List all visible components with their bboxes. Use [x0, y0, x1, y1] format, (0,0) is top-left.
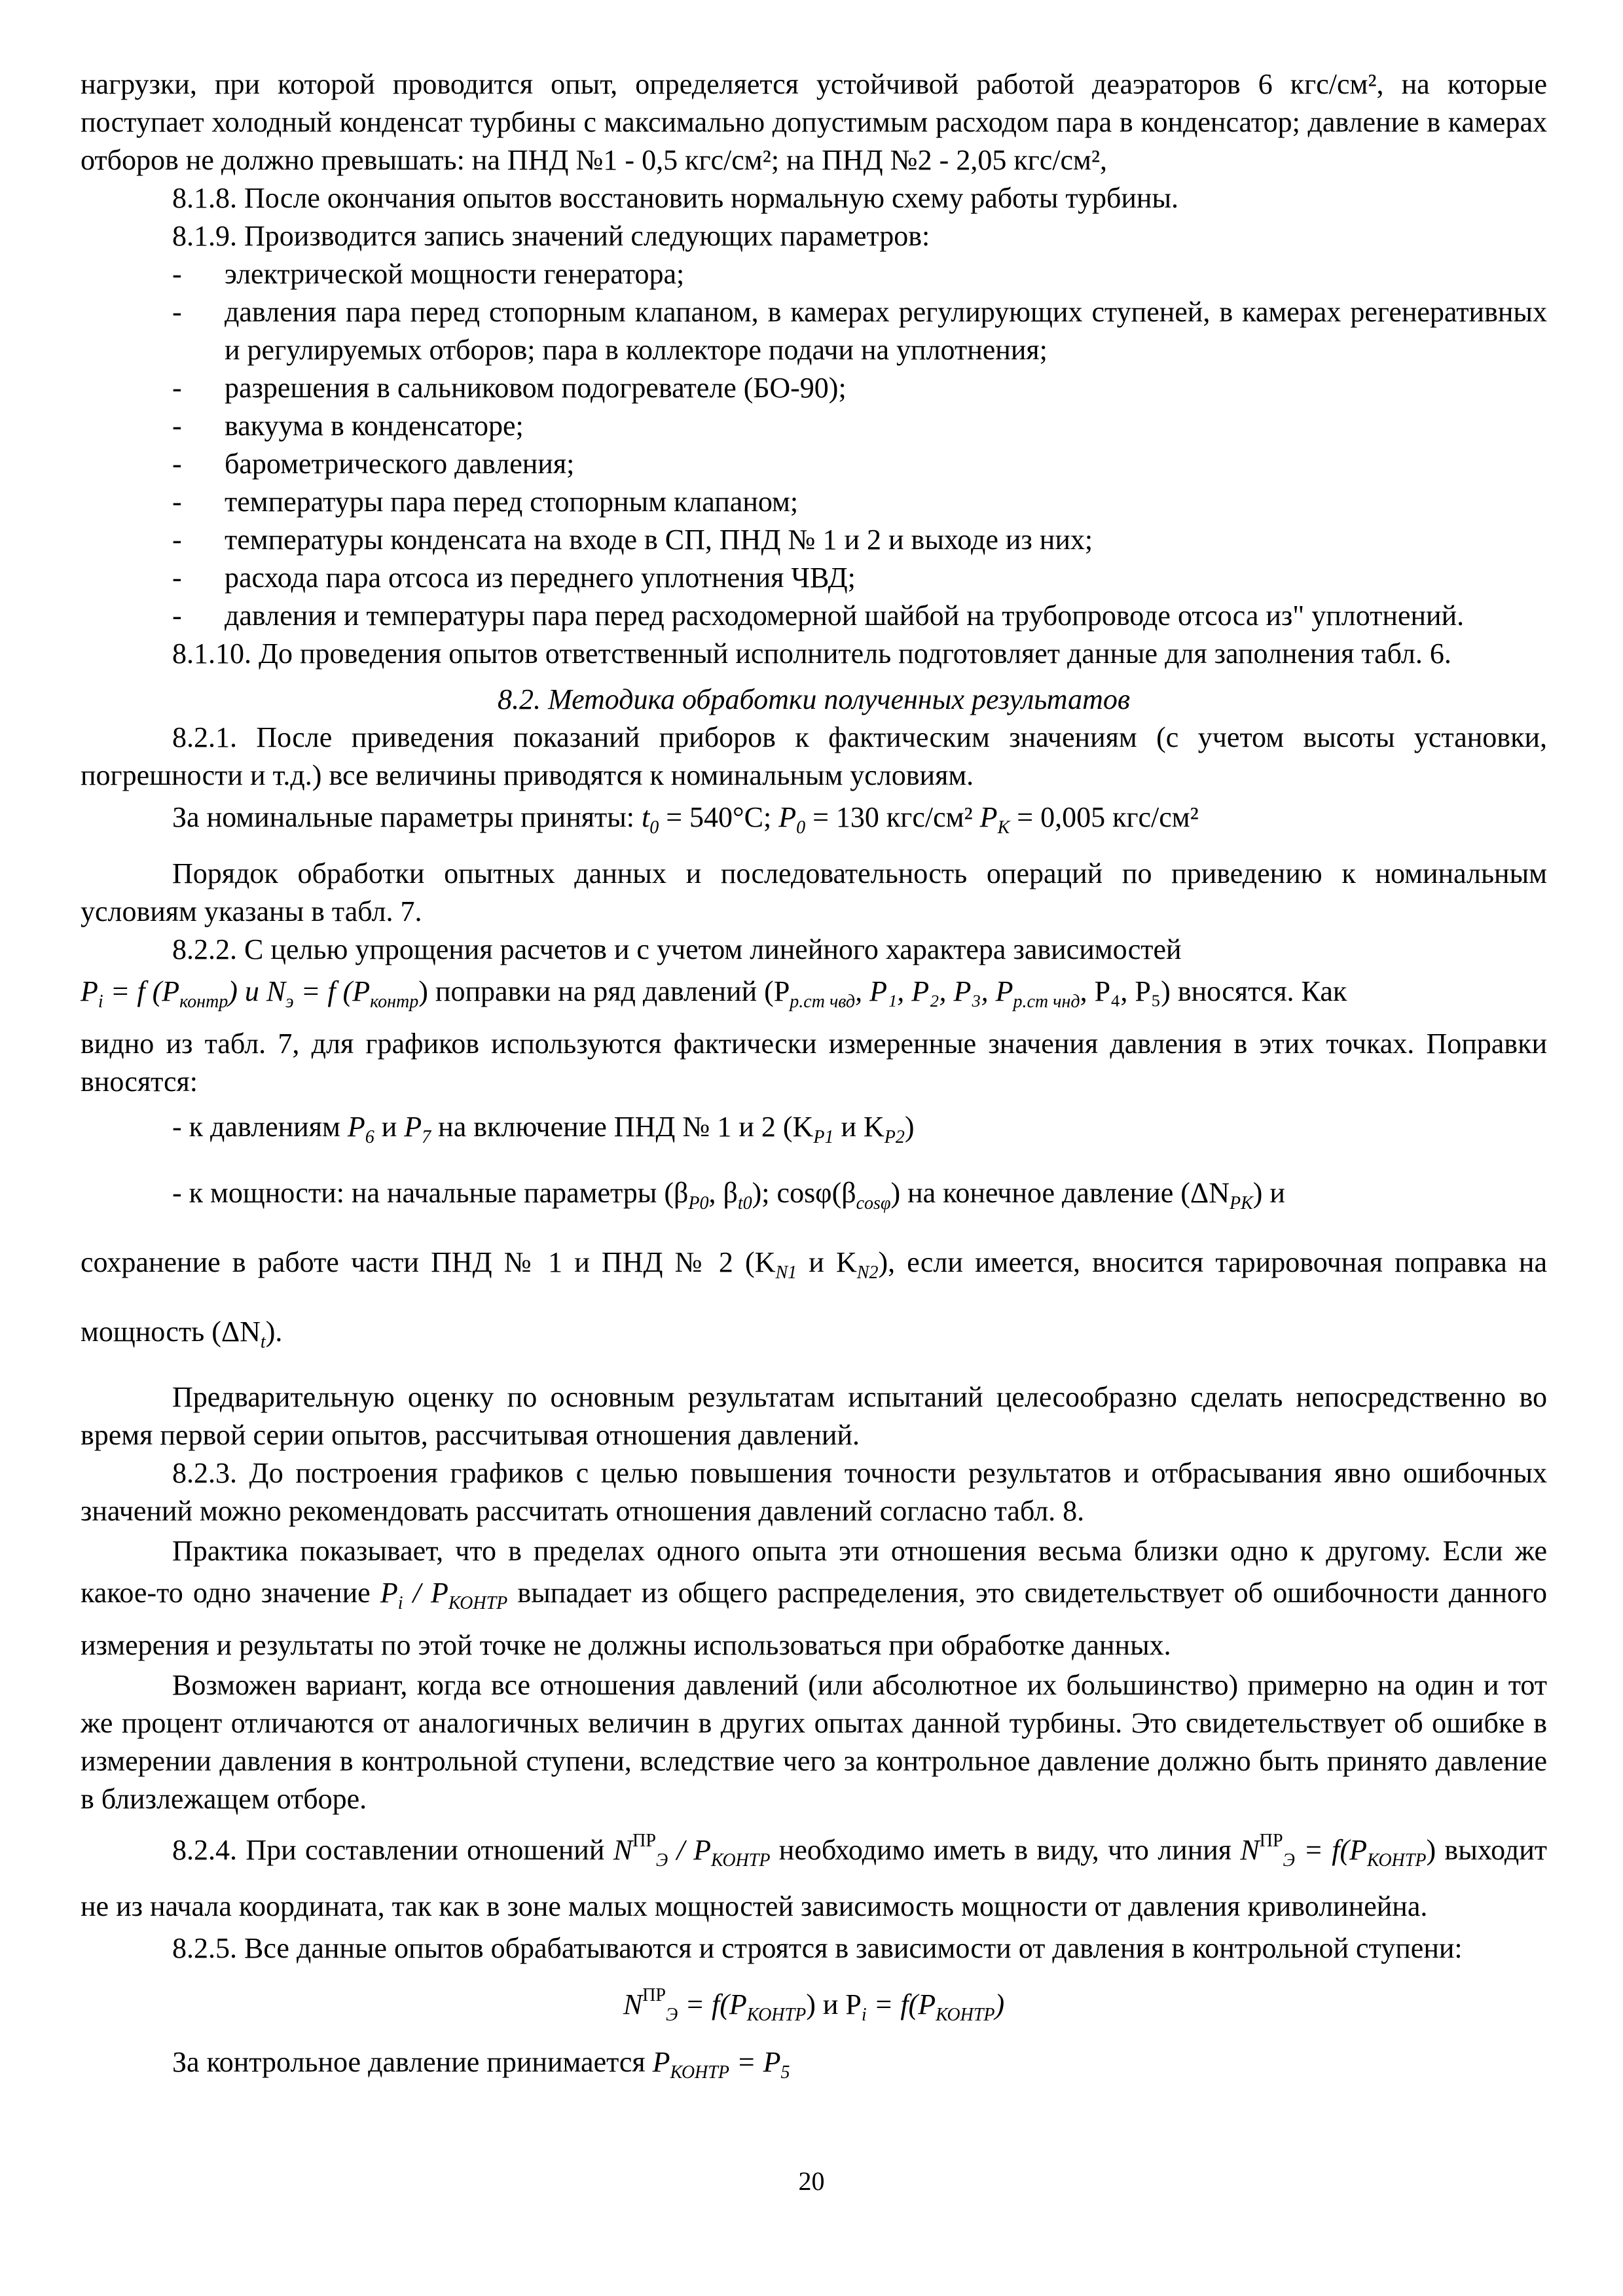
- list-item: - давления и температуры пара перед расходомерной шайбой на трубопроводе отсоса из" уплотнений.: [172, 600, 1465, 632]
- control-pressure: За контрольное давление принимается $P_{КОНТР} = P_5$: [172, 2046, 790, 2083]
- paragraph-8-1-10: 8.1.10. До проведения опытов ответственный исполнитель подготовляет данные для заполнения табл. 6.: [172, 637, 1451, 670]
- list-item: - электрической мощности генератора;: [172, 258, 685, 290]
- paragraph-practice: Практика показывает, что в пределах одного опыта эти отношения весьма близки одно к другому. Если же какое-то одно значение $P_i / P_{КОНТР}$ выпадает из общего распределения, это свидетельствует об ошибочности данного измерения и результаты по этой точке не должны использоваться при обработке данных.: [81, 1535, 1547, 1661]
- dependency-formula: $N^{ПР}_Э = f(P_{КОНТР})$ и $P_i = f(P_{КОНТР})$: [623, 1985, 1005, 2025]
- paragraph-8-1-8: 8.1.8. После окончания опытов восстановить нормальную схему работы турбины.: [172, 182, 1179, 214]
- correction-power: - к мощности: на начальные параметры ($\beta_{P0}$, $\beta_{t0}$); $\cos\varphi(\beta_{cos\varphi})$ на конечное давление $(\Delta N_{PK})$ и: [172, 1177, 1285, 1213]
- list-item: - вакуума в конденсаторе;: [172, 410, 524, 442]
- list-item: - температуры пара перед стопорным клапаном;: [172, 486, 799, 518]
- paragraph-prelim: Предварительную оценку по основным результатам испытаний целесообразно сделать непосредственно во время первой серии опытов, рассчитывая отношения давлений.: [81, 1381, 1547, 1451]
- list-item: - разрешения в сальниковом подогревателе (БО-90);: [172, 372, 847, 404]
- list-item: - барометрического давления;: [172, 448, 575, 480]
- paragraph-8-2-2: 8.2.2. С целью упрощения расчетов и с учетом линейного характера зависимостей: [172, 933, 1182, 965]
- correction-pressures: - к давлениям $P_6$ и $P_7$ на включение ПНД № 1 и 2 ($K_{P1}$ и $K_{P2}$): [172, 1111, 915, 1147]
- paragraph-8-2-2-cont: видно из табл. 7, для графиков используются фактически измеренные значения давления в этих точках. Поправки вносятся:: [81, 1028, 1547, 1098]
- paragraph-8-2-3: 8.2.3. До построения графиков с целью повышения точности результатов и отбрасывания явно ошибочных значений можно рекомендовать рассчитать отношения давлений согласно табл. 8.: [81, 1457, 1547, 1527]
- list-item: - расхода пара отсоса из переднего уплотнения ЧВД;: [172, 562, 856, 594]
- list-item: - температуры конденсата на входе в СП, ПНД № 1 и 2 и выходе из них;: [172, 524, 1093, 556]
- paragraph-8-2-1: 8.2.1. После приведения показаний приборов к фактическим значениям (с учетом высоты установки, погрешности и т.д.) все величины приводятся к номинальным условиям.: [81, 721, 1547, 791]
- parameter-list: [81, 255, 1547, 635]
- paragraph-load: нагрузки, при которой проводится опыт, определяется устойчивой работой деаэраторов 6 кгс/см², на которые поступает холодный конденсат турбины с максимально допустимым расходом пара в конденсатор; давление в камерах отборов не должно превышать: на ПНД №1 - 0,5 кгс/см²; на ПНД №2 - 2,05 кгс/см²,: [81, 68, 1547, 176]
- paragraph-8-2-2-formula-line: $P_i = f$ $(P_{контр})$ и $N_э = f$ $(P_{контр})$ поправки на ряд давлений ($P_{р.ст чвд}$, P₁, P₂, P₃, $P_{р.ст чнд}$, P₄, P₅) вносятся. Как: [81, 975, 1347, 1012]
- page-number: 20: [798, 2166, 825, 2196]
- paragraph-order: Порядок обработки опытных данных и последовательность операций по приведению к номинальным условиям указаны в табл. 7.: [81, 857, 1547, 927]
- correction-power-cont: сохранение в работе части ПНД № 1 и ПНД № 2 ($K_{N1}$ и $K_{N2}$), если имеется, вносится тарировочная поправка на мощность $(\Delta N_t)$.: [81, 1246, 1548, 1352]
- paragraph-variant: Возможен вариант, когда все отношения давлений (или абсолютное их большинство) примерно на один и тот же процент отличаются от аналогичных величин в других опытах данной турбины. Это свидетельствует об ошибке в измерении давления в контрольной ступени, вследствие чего за контрольное давление должно быть принято давление в близлежащем отборе.: [81, 1669, 1547, 1815]
- paragraph-8-1-9: 8.1.9. Производится запись значений следующих параметров:: [172, 220, 930, 252]
- list-item: - давления пара перед стопорным клапаном, в камерах регулирующих ступеней, в камерах регенеративных и регулируемых отборов; пара в коллекторе подачи на уплотнения;: [172, 296, 1547, 366]
- nominal-parameters: За номинальные параметры приняты: $t_0 = 540^\circ C$; $P_0 = 130$ кгс/см² $P_K = 0,005$ кгс/см²: [172, 801, 1199, 838]
- paragraph-8-2-5: 8.2.5. Все данные опытов обрабатываются и строятся в зависимости от давления в контрольной ступени:: [172, 1932, 1463, 1964]
- paragraph-8-2-4: 8.2.4. При составлении отношений $N^{ПР}_Э / P_{КОНТР}$ необходимо иметь в виду, что линия $N^{ПР}_Э = f(P_{КОНТР})$ выходит не из начала координата, так как в зоне малых мощностей зависимость мощности от давления криволинейна.: [81, 1831, 1547, 1922]
- section-heading: 8.2. Методика обработки полученных результатов: [498, 683, 1130, 715]
- document-page: [81, 65, 1547, 2092]
